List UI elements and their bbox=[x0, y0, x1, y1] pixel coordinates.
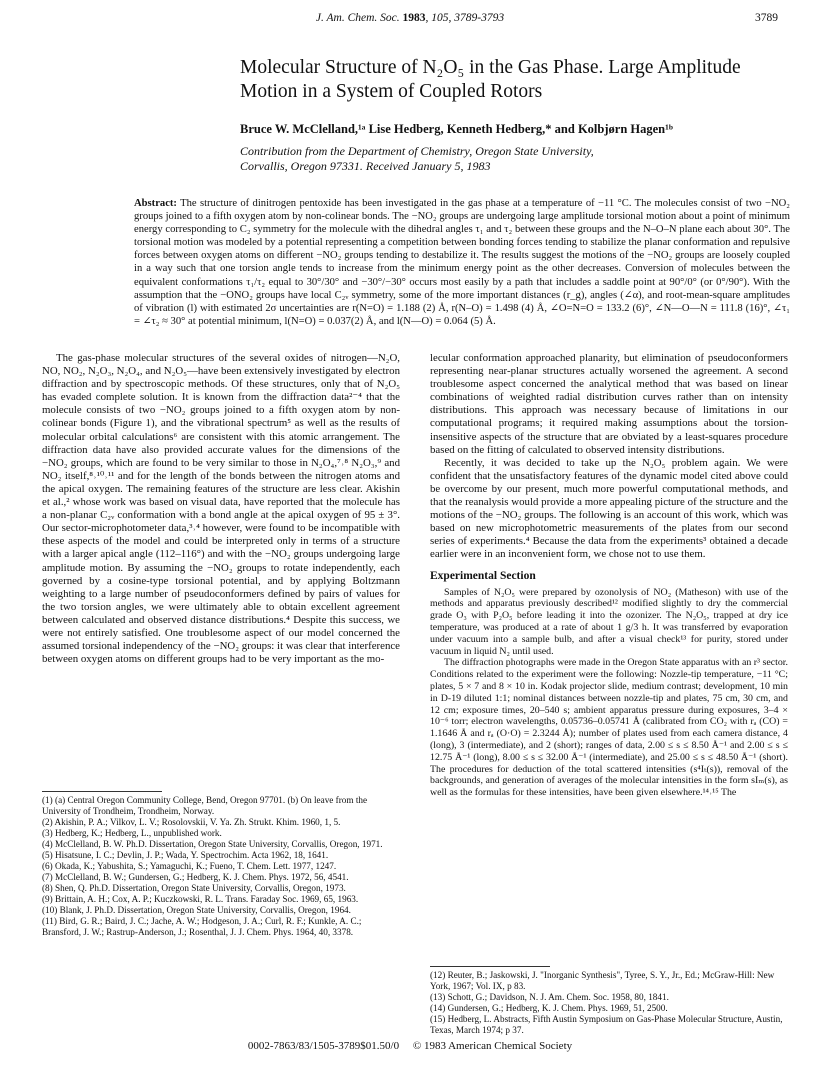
footnote-7: (7) McClelland, B. W.; Gundersen, G.; Hedberg, K. J. Chem. Phys. 1972, 56, 4541. bbox=[42, 872, 349, 882]
contribution-line-2: Corvallis, Oregon 97331. Received January 5, 1983 bbox=[240, 159, 491, 173]
footnote-3: (3) Hedberg, K.; Hedberg, L., unpublished work. bbox=[42, 828, 222, 838]
left-footnotes bbox=[42, 795, 400, 938]
journal-citation: J. Am. Chem. Soc. 1983, 105, 3789-3793 bbox=[315, 12, 505, 24]
contribution-line-1: Contribution from the Department of Chemistry, Oregon State University, bbox=[240, 144, 594, 158]
footnote-4: (4) McClelland, B. W. Ph.D. Dissertation, Oregon State University, Corvallis, Oregon, 1971. bbox=[42, 839, 383, 849]
second-paragraph: Recently, it was decided to take up the N₂O₅ problem again. We were confident that the unsatisfactory features of the dynamic model cited above could be overcome by our present, much more powerful computational methods, and that the reanalysis would provide a more appealing picture of the structure and the motions of the −NO₂ groups. The following is an account of this work, which was based on new microphotometric measurements of the plates from our second series of experiments.⁴ Because the data from the experiments³ obtained a decade earlier were in an inconvenient form, we chose not to use them. bbox=[430, 456, 788, 561]
page-footer bbox=[0, 1040, 820, 1052]
experimental-paragraph-1: Samples of N₂O₅ were prepared by ozonolysis of NO₂ (Matheson) with use of the methods and apparatus previously described¹² modified slightly to dry the commercial grade O₃ with P₂O₅ before leading it into the ozonizer. The N₂O₅, trapped at dry ice temperature, was produced at a rate of about 1 g/3 h. It was transferred by evaporation under vacuum into a sample bulb, and after a visual check¹³ for purity, stored under vacuum in liquid N₂ until used. bbox=[430, 586, 788, 657]
experimental-text bbox=[430, 587, 788, 799]
abstract-text: The structure of dinitrogen pentoxide has been investigated in the gas phase at a temperature of −11 °C. The molecules consist of two −NO₂ groups joined to a fifth oxygen atom by non-colinear bonds. The −NO₂ groups are undergoing large amplitude torsional motion about a point of minimum energy corresponding to C₂ symmetry for the molecule with the dihedral angles τ₁ and τ₂ between these groups and the N–O–N plane each about 30°. The torsional motion was modeled by a potential representing a competition between bonding forces tending to stabilize the planar conformation and repulsive forces between oxygen atoms on different −NO₂ groups tending to destabilize it. The results suggest the motions of the −NO₂ groups are loosely coupled in a way such that one torsion angle tends to increase from the minimum energy point as the other decreases. Conversion of molecules between the equivalent conformations τ₁/τ₂ equal to 30°/30° and −30°/−30° occurs most easily by a path that includes a saddle point at 90°/0° (or 0°/90°). With the assumption that the −ONO₂ groups have local C₂ᵥ symmetry, some of the more important distances (r_g), angles (∠α), and root-mean-square amplitudes of vibration (l) with estimated 2σ uncertainties are r(N=O) = 1.188 (2) Å, r(N–O) = 1.498 (4) Å, ∠O=N=O = 133.2 (6)°, ∠N—O—N = 111.8 (16)°, ∠τ₁ = ∠τ₂ ≈ 30° at potential minimum, l(N=O) = 0.037(2) Å, and l(N—O) = 0.064 (5) Å. bbox=[134, 198, 790, 327]
journal-pages: 3789-3793 bbox=[454, 12, 505, 24]
footnote-5: (5) Hisatsune, I. C.; Devlin, J. P.; Wada, Y. Spectrochim. Acta 1962, 18, 1641. bbox=[42, 850, 329, 860]
article-title: Molecular Structure of N₂O₅ in the Gas Phase. Large Amplitude Motion in a System of Coupled Rotors bbox=[240, 57, 741, 102]
page-number: 3789 bbox=[755, 12, 778, 24]
journal-volume: 105 bbox=[431, 12, 449, 24]
footnote-divider-left bbox=[42, 791, 162, 792]
footnote-8: (8) Shen, Q. Ph.D. Dissertation, Oregon State University, Corvallis, Oregon, 1973. bbox=[42, 883, 346, 893]
copyright-notice: © 1983 American Chemical Society bbox=[412, 1040, 573, 1052]
running-header bbox=[0, 12, 820, 28]
footnote-15: (15) Hedberg, L. Abstracts, Fifth Austin Symposium on Gas-Phase Molecular Structure, Austin, Texas, March 1974; p 37. bbox=[430, 1014, 783, 1035]
footnote-2: (2) Akishin, P. A.; Vilkov, L. V.; Rosolovskii, V. Ya. Zh. Strukt. Khim. 1960, 1, 5. bbox=[42, 817, 341, 827]
author-list: Bruce W. McClelland,¹ᵃ Lise Hedberg, Kenneth Hedberg,* and Kolbjørn Hagen¹ᵇ bbox=[240, 122, 673, 136]
intro-paragraph: The gas-phase molecular structures of the several oxides of nitrogen—N₂O, NO, NO₂, N₂O₃, N₂O₄, and N₂O₅—have been extensively investigated by electron diffraction and by spectroscopic methods. Of these structures, only that of N₂O₅ has evaded complete solution. It is known from the diffraction data²⁻⁴ that the molecule consists of two −NO₂ groups joined to a fifth oxygen atom by non-colinear bonds (Figure 1), and the vibrational spectrum⁵ as well as the results of molecular orbital calculations⁶ are consistent with this atomic arrangement. The diffraction data have also provided accurate values for the dimensions of the −NO₂ groups, which are found to be very similar to those in N₂O₄,⁷˒⁸ N₂O₃,⁹ and NO₂ itself,⁸˒¹⁰˒¹¹ and for the length of the bonds between the nitrogen atoms and the apical oxygen. The remaining features of the structure are less clear. Akishin et al.,² whose work was based on visual data, have reported that the molecule has a non-planar C₂ᵥ conformation with a bond angle at the apical oxygen of 95 ± 3°. Our sector-microphotometer data,³˒⁴ however, were found to be incompatible with these aspects of the model and could be interpreted only in terms of a structure with a larger apical angle (112–116°) and with the −NO₂ groups undergoing large amplitude motion. By assuming the −NO₂ groups to rotate independently, each governed by a cosine-type torsional potential, and by applying Boltzmann weighting to a large number of pseudoconformers defined by pairs of values for the two torsion angles, we were ultimately able to obtain excellent agreement between calculated and observed distance distributions.⁴ Despite this success, we were not entirely satisfied. One troublesome aspect of our model concerned the assumed torsional independency of the −NO₂ groups: it was clear that interference between oxygen atoms on different groups had to be very important as the mo- bbox=[42, 352, 400, 666]
right-column bbox=[430, 352, 788, 799]
section-heading-experimental: Experimental Section bbox=[430, 569, 536, 582]
footnote-divider-right bbox=[430, 966, 550, 967]
footnote-10: (10) Blank, J. Ph.D. Dissertation, Oregon State University, Corvallis, Oregon, 1964. bbox=[42, 905, 351, 915]
footnote-14: (14) Gundersen, G.; Hedberg, K. J. Chem. Phys. 1969, 51, 2500. bbox=[430, 1003, 668, 1013]
footnote-1: (1) (a) Central Oregon Community College, Bend, Oregon 97701. (b) On leave from the University of Trondheim, Trondheim, Norway. bbox=[42, 795, 368, 816]
left-column bbox=[42, 352, 400, 666]
article-code: 0002-7863/83/1505-3789$01.50/0 bbox=[247, 1040, 400, 1052]
footnote-6: (6) Okada, K.; Yabushita, S.; Yamaguchi, K.; Fueno, T. Chem. Lett. 1977, 1247. bbox=[42, 861, 337, 871]
journal-year: 1983 bbox=[402, 12, 426, 24]
abstract-label: Abstract: bbox=[134, 198, 177, 209]
footnote-9: (9) Brittain, A. H.; Cox, A. P.; Kuczkowski, R. L. Trans. Faraday Soc. 1969, 65, 1963. bbox=[42, 894, 359, 904]
contribution-note bbox=[240, 144, 800, 174]
experimental-paragraph-2: The diffraction photographs were made in the Oregon State apparatus with an r³ sector. Conditions related to the experiment were the following: Nozzle-tip temperature, −11 °C; plates, 5 × 7 and 8 × 10 in. Kodak projector slide, medium contrast; development, 10 min in D-19 diluted 1:1; nominal distances between nozzle-tip and plates, 75 cm, 30 cm, and 12 cm; exposure times, 20–540 s; ambient apparatus pressure during exposures, 3–4 × 10⁻⁶ torr; electron wavelengths, 0.05736–0.05741 Å (calibrated from CO₂ with rₐ (CO) = 1.1646 Å and rₐ (O·O) = 2.3244 Å); number of plates used from each camera distance, 4 (long), 3 (intermediate), and 2 (short); ranges of data, 2.00 ≤ s ≤ 8.50 Å⁻¹ and 2.00 ≤ s ≤ 12.75 Å⁻¹ (long), 8.00 ≤ s ≤ 32.00 Å⁻¹ (intermediate), and 25.00 ≤ s ≤ 48.50 Å⁻¹ (short). The procedures for deduction of the total scattered intensities (s⁴Iₜ(s)), removal of the backgrounds, and generation of averages of the molecular intensities in the form sIₘ(s), as well as the formulas for these intensities, have been given elsewhere.¹⁴˒¹⁵ The bbox=[430, 657, 788, 799]
footnote-13: (13) Schott, G.; Davidson, N. J. Am. Chem. Soc. 1958, 80, 1841. bbox=[430, 992, 669, 1002]
footnote-11: (11) Bird, G. R.; Baird, J. C.; Jache, A. W.; Hodgeson, J. A.; Curl, R. F.; Kunkle, A. C.; Bransford, J. W.; Rastrup-Anderson, J.; Rosenthal, J. J. Chem. Phys. 1964, 40, 3378. bbox=[42, 916, 362, 937]
continued-paragraph: lecular conformation approached planarity, but elimination of pseudoconformers representing near-planar structures actually worsened the agreement. A second troublesome aspect concerned the analytical method that was based on linear combinations of weighted radial distribution curves rather than on intensity distributions. This approach was necessary because of limitations in our computational programs; it required making assumptions about the torsion-insensitive aspects of the structure that are obviated by a least-squares procedure based on the fitting of calculated to observed intensity distributions. bbox=[430, 352, 788, 456]
right-footnotes bbox=[430, 970, 788, 1036]
footnote-12: (12) Reuter, B.; Jaskowski, J. "Inorganic Synthesis", Tyree, S. Y., Jr., Ed.; McGraw-Hill: New York, 1967; Vol. IX, p 83. bbox=[430, 970, 775, 991]
abstract bbox=[134, 197, 790, 328]
journal-name: J. Am. Chem. Soc. bbox=[315, 12, 400, 24]
